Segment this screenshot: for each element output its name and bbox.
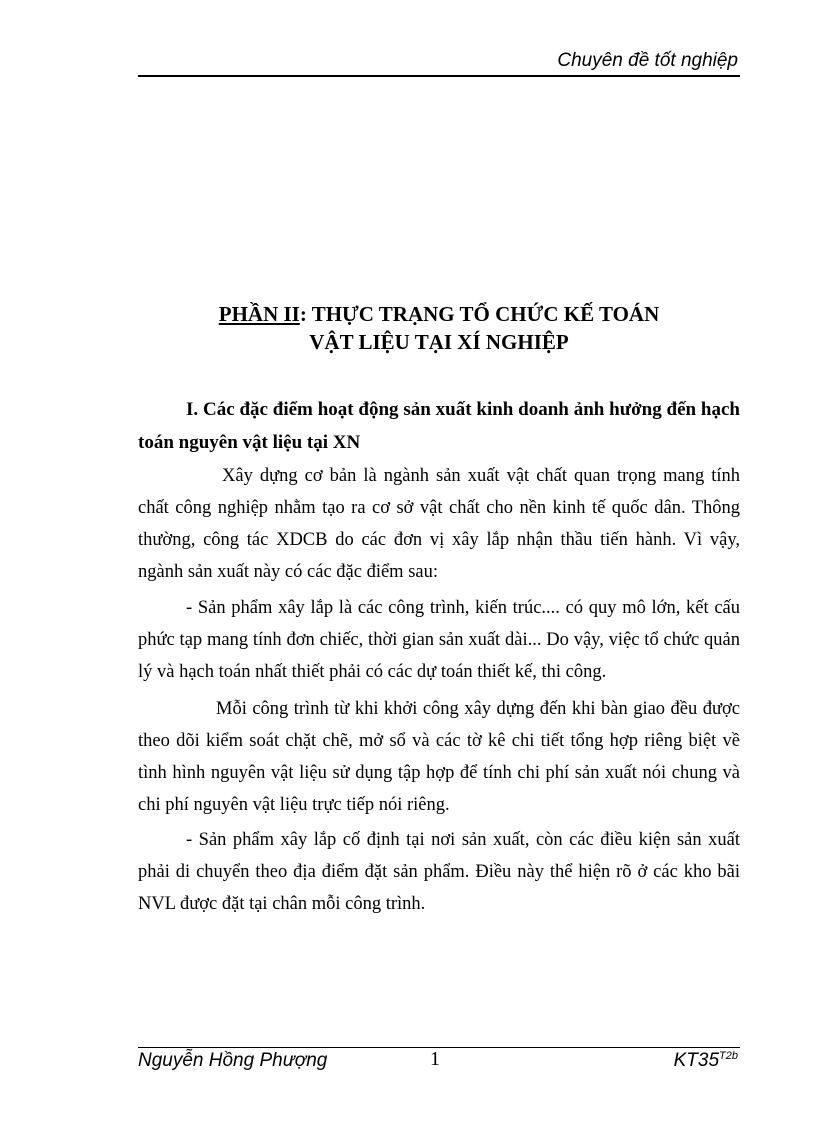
section-heading: I. Các đặc điểm hoạt động sản xuất kinh doanh ảnh hưởng đến hạch toán nguyên vật liệu tại XN	[138, 399, 740, 453]
header-title: Chuyên đề tốt nghiệp	[557, 50, 738, 71]
part-title-prefix: PHẦN II	[218, 302, 300, 326]
footer-author: Nguyễn Hồng Phượng	[138, 1050, 328, 1071]
part-title-rest: : THỰC TRẠNG TỔ CHỨC KẾ TOÁN	[299, 302, 660, 326]
paragraph-1: Xây dựng cơ bản là ngành sản xuất vật chất quan trọng mang tính chất công nghiệp nhằm tạo ra cơ sở vật chất cho nền kinh tế quốc dân. Thông thường, công tác XDCB do các đơn vị xây lắp nhận thầu tiến hành. Vì vậy, ngành sản xuất này có các đặc điểm sau:	[138, 466, 740, 582]
class-code: KT35	[673, 1050, 720, 1071]
part-title-line-2: VẬT LIỆU TẠI XÍ NGHIỆP	[309, 330, 569, 354]
paragraph-3: Mỗi công trình từ khi khởi công xây dựng đến khi bàn giao đều được theo dõi kiểm soát chặt chẽ, mở sổ và các tờ kê chi tiết tổng hợp riêng biệt về tình hình nguyên vật liệu sử dụng tập hợp để tính chi phí sản xuất nói chung và chi phí nguyên vật liệu trực tiếp nói riêng.	[138, 699, 740, 815]
footer-class-code	[674, 1050, 738, 1072]
paragraph-4: - Sản phẩm xây lắp cố định tại nơi sản xuất, còn các điều kiện sản xuất phải di chuyển theo địa điểm đặt sản phẩm. Điều này thể hiện rõ ở các kho bãi NVL được đặt tại chân mỗi công trình.	[138, 830, 740, 914]
paragraph-2: - Sản phẩm xây lắp là các công trình, kiến trúc.... có quy mô lớn, kết cấu phức tạp mang tính đơn chiếc, thời gian sản xuất dài... Do vậy, việc tổ chức quản lý và hạch toán nhất thiết phải có các dự toán thiết kế, thi công.	[138, 598, 740, 682]
part-title	[138, 300, 740, 356]
page-number: 1	[430, 1048, 440, 1070]
header-divider	[138, 75, 740, 77]
class-code-superscript: T2b	[719, 1050, 738, 1062]
part-title-line-1	[138, 300, 740, 328]
